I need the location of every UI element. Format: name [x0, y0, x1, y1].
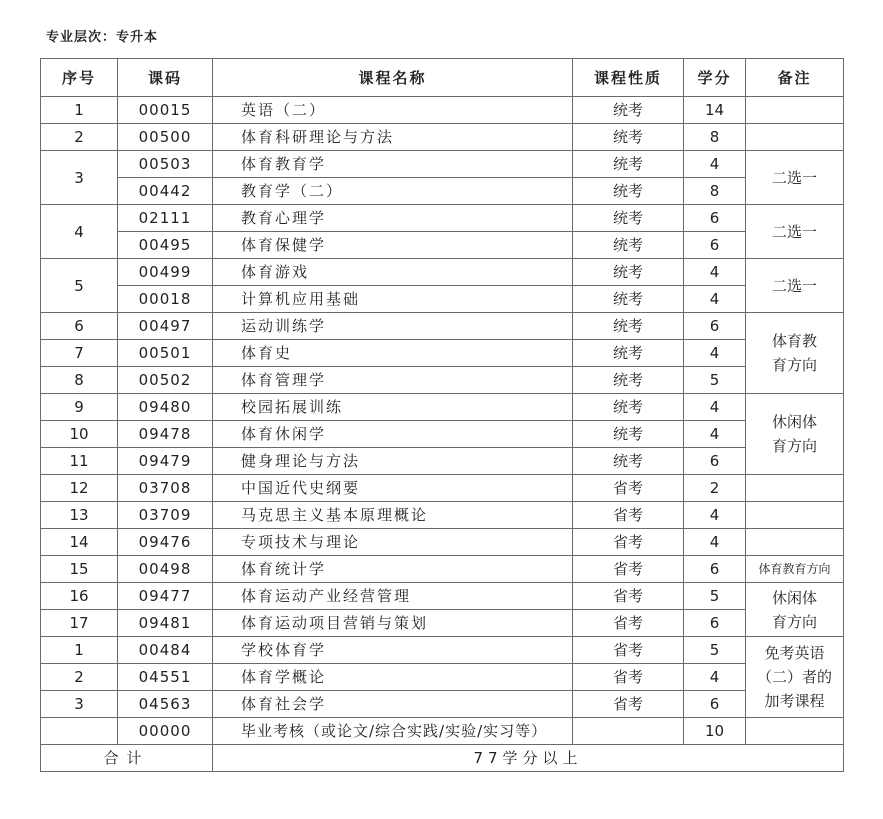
table-row — [41, 637, 844, 664]
table-row — [41, 124, 844, 151]
remark-cell: 二选一 — [746, 151, 844, 205]
code-cell: 03709 — [118, 502, 213, 529]
code-cell: 00484 — [118, 637, 213, 664]
type-cell: 统考 — [573, 259, 684, 286]
seq-cell: 7 — [41, 340, 118, 367]
name-cell: 计算机应用基础 — [213, 286, 573, 313]
type-cell: 省考 — [573, 502, 684, 529]
credit-cell: 8 — [684, 178, 746, 205]
type-cell: 省考 — [573, 691, 684, 718]
seq-cell: 3 — [41, 691, 118, 718]
credit-cell: 6 — [684, 232, 746, 259]
name-cell: 体育社会学 — [213, 691, 573, 718]
remark-cell — [746, 529, 844, 556]
seq-cell: 4 — [41, 205, 118, 259]
code-cell: 00495 — [118, 232, 213, 259]
code-cell: 00497 — [118, 313, 213, 340]
table-row — [41, 340, 844, 367]
name-cell: 毕业考核（或论文/综合实践/实验/实习等） — [213, 718, 573, 745]
credit-cell: 6 — [684, 313, 746, 340]
seq-cell: 13 — [41, 502, 118, 529]
table-row — [41, 502, 844, 529]
credit-cell: 4 — [684, 151, 746, 178]
code-cell: 00500 — [118, 124, 213, 151]
name-cell: 体育运动项目营销与策划 — [213, 610, 573, 637]
type-cell: 统考 — [573, 448, 684, 475]
table-row — [41, 610, 844, 637]
code-cell: 00015 — [118, 97, 213, 124]
table-row — [41, 421, 844, 448]
remark-line: 体育教 — [771, 332, 817, 350]
table-row — [41, 394, 844, 421]
code-cell: 00501 — [118, 340, 213, 367]
remark-cell: 二选一 — [746, 205, 844, 259]
name-cell: 教育学（二） — [213, 178, 573, 205]
remark-line: 育方向 — [771, 437, 817, 455]
table-row — [41, 232, 844, 259]
credit-cell: 10 — [684, 718, 746, 745]
code-cell: 09476 — [118, 529, 213, 556]
name-cell: 体育游戏 — [213, 259, 573, 286]
credit-cell: 4 — [684, 286, 746, 313]
seq-cell — [41, 718, 118, 745]
type-cell: 省考 — [573, 610, 684, 637]
credit-cell: 4 — [684, 340, 746, 367]
seq-cell: 5 — [41, 259, 118, 313]
remark-cell — [746, 97, 844, 124]
seq-cell: 17 — [41, 610, 118, 637]
code-cell: 00503 — [118, 151, 213, 178]
remark-line: 加考课程 — [764, 692, 825, 710]
header-seq: 序号 — [41, 59, 118, 97]
remark-cell — [746, 124, 844, 151]
name-cell: 体育统计学 — [213, 556, 573, 583]
type-cell: 省考 — [573, 583, 684, 610]
table-row — [41, 664, 844, 691]
type-cell: 统考 — [573, 97, 684, 124]
seq-cell: 9 — [41, 394, 118, 421]
credit-cell: 6 — [684, 556, 746, 583]
seq-cell: 1 — [41, 97, 118, 124]
name-cell: 体育教育学 — [213, 151, 573, 178]
code-cell: 00442 — [118, 178, 213, 205]
code-cell: 03708 — [118, 475, 213, 502]
credit-cell: 4 — [684, 421, 746, 448]
name-cell: 教育心理学 — [213, 205, 573, 232]
table-header-row — [41, 59, 844, 97]
code-cell: 04551 — [118, 664, 213, 691]
table-row — [41, 691, 844, 718]
seq-cell: 2 — [41, 124, 118, 151]
credit-cell: 14 — [684, 97, 746, 124]
code-cell: 00498 — [118, 556, 213, 583]
code-cell: 09480 — [118, 394, 213, 421]
credit-cell: 6 — [684, 610, 746, 637]
table-row — [41, 718, 844, 745]
table-row — [41, 286, 844, 313]
type-cell: 统考 — [573, 205, 684, 232]
type-cell: 省考 — [573, 556, 684, 583]
remark-cell — [746, 718, 844, 745]
table-row — [41, 583, 844, 610]
name-cell: 健身理论与方法 — [213, 448, 573, 475]
code-cell: 09481 — [118, 610, 213, 637]
credit-cell: 4 — [684, 502, 746, 529]
name-cell: 英语（二） — [213, 97, 573, 124]
type-cell: 统考 — [573, 286, 684, 313]
name-cell: 体育科研理论与方法 — [213, 124, 573, 151]
table-row — [41, 313, 844, 340]
credit-cell: 5 — [684, 583, 746, 610]
table-row — [41, 556, 844, 583]
credit-cell: 6 — [684, 448, 746, 475]
code-cell: 00000 — [118, 718, 213, 745]
remark-cell: 体育教育方向 — [746, 556, 844, 583]
seq-cell: 15 — [41, 556, 118, 583]
seq-cell: 10 — [41, 421, 118, 448]
type-cell: 统考 — [573, 178, 684, 205]
table-row — [41, 448, 844, 475]
type-cell: 省考 — [573, 529, 684, 556]
course-table — [40, 58, 844, 772]
credit-cell: 4 — [684, 394, 746, 421]
seq-cell: 6 — [41, 313, 118, 340]
credit-cell: 4 — [684, 259, 746, 286]
name-cell: 学校体育学 — [213, 637, 573, 664]
table-row — [41, 97, 844, 124]
credit-cell: 4 — [684, 529, 746, 556]
remark-cell — [746, 502, 844, 529]
name-cell: 运动训练学 — [213, 313, 573, 340]
major-level-label: 专业层次：专升本 — [46, 30, 159, 45]
seq-cell: 14 — [41, 529, 118, 556]
code-cell: 00502 — [118, 367, 213, 394]
header-name: 课程名称 — [213, 59, 573, 97]
code-cell: 00499 — [118, 259, 213, 286]
table-row — [41, 205, 844, 232]
type-cell: 统考 — [573, 151, 684, 178]
name-cell: 体育保健学 — [213, 232, 573, 259]
code-cell: 09478 — [118, 421, 213, 448]
type-cell: 省考 — [573, 664, 684, 691]
code-cell: 02111 — [118, 205, 213, 232]
name-cell: 专项技术与理论 — [213, 529, 573, 556]
credit-cell: 2 — [684, 475, 746, 502]
remark-cell: 二选一 — [746, 259, 844, 313]
table-row — [41, 475, 844, 502]
type-cell — [573, 718, 684, 745]
table-row — [41, 529, 844, 556]
type-cell: 统考 — [573, 340, 684, 367]
remark-line: 休闲体 — [771, 588, 817, 607]
credit-cell: 8 — [684, 124, 746, 151]
total-row — [41, 745, 844, 772]
type-cell: 统考 — [573, 421, 684, 448]
code-cell: 04563 — [118, 691, 213, 718]
remark-cell — [746, 313, 844, 394]
seq-cell: 8 — [41, 367, 118, 394]
seq-cell: 16 — [41, 583, 118, 610]
credit-cell: 6 — [684, 691, 746, 718]
header-remark: 备注 — [746, 59, 844, 97]
table-row — [41, 367, 844, 394]
remark-line: 免考英语 — [764, 644, 825, 662]
remark-cell — [746, 394, 844, 475]
name-cell: 马克思主义基本原理概论 — [213, 502, 573, 529]
total-label: 合计 — [41, 745, 213, 772]
table-row — [41, 178, 844, 205]
code-cell: 09479 — [118, 448, 213, 475]
type-cell: 省考 — [573, 637, 684, 664]
credit-cell: 4 — [684, 664, 746, 691]
seq-cell: 2 — [41, 664, 118, 691]
type-cell: 统考 — [573, 394, 684, 421]
name-cell: 中国近代史纲要 — [213, 475, 573, 502]
remark-line: 休闲体 — [771, 413, 817, 431]
remark-cell — [746, 583, 844, 637]
name-cell: 体育运动产业经营管理 — [213, 583, 573, 610]
credit-cell: 6 — [684, 205, 746, 232]
seq-cell: 12 — [41, 475, 118, 502]
seq-cell: 1 — [41, 637, 118, 664]
remark-line: 育方向 — [771, 356, 817, 374]
table-row — [41, 259, 844, 286]
type-cell: 省考 — [573, 475, 684, 502]
type-cell: 统考 — [573, 367, 684, 394]
remark-line: 育方向 — [771, 612, 817, 631]
remark-cell — [746, 637, 844, 718]
seq-cell: 11 — [41, 448, 118, 475]
total-value: 77学分以上 — [213, 745, 844, 772]
type-cell: 统考 — [573, 232, 684, 259]
name-cell: 体育管理学 — [213, 367, 573, 394]
remark-cell — [746, 475, 844, 502]
credit-cell: 5 — [684, 367, 746, 394]
code-cell: 00018 — [118, 286, 213, 313]
name-cell: 体育休闲学 — [213, 421, 573, 448]
header-type: 课程性质 — [573, 59, 684, 97]
seq-cell: 3 — [41, 151, 118, 205]
header-code: 课码 — [118, 59, 213, 97]
credit-cell: 5 — [684, 637, 746, 664]
type-cell: 统考 — [573, 313, 684, 340]
name-cell: 体育学概论 — [213, 664, 573, 691]
table-row — [41, 151, 844, 178]
remark-line: （二）者的 — [756, 668, 832, 686]
name-cell: 校园拓展训练 — [213, 394, 573, 421]
code-cell: 09477 — [118, 583, 213, 610]
type-cell: 统考 — [573, 124, 684, 151]
name-cell: 体育史 — [213, 340, 573, 367]
header-credit: 学分 — [684, 59, 746, 97]
